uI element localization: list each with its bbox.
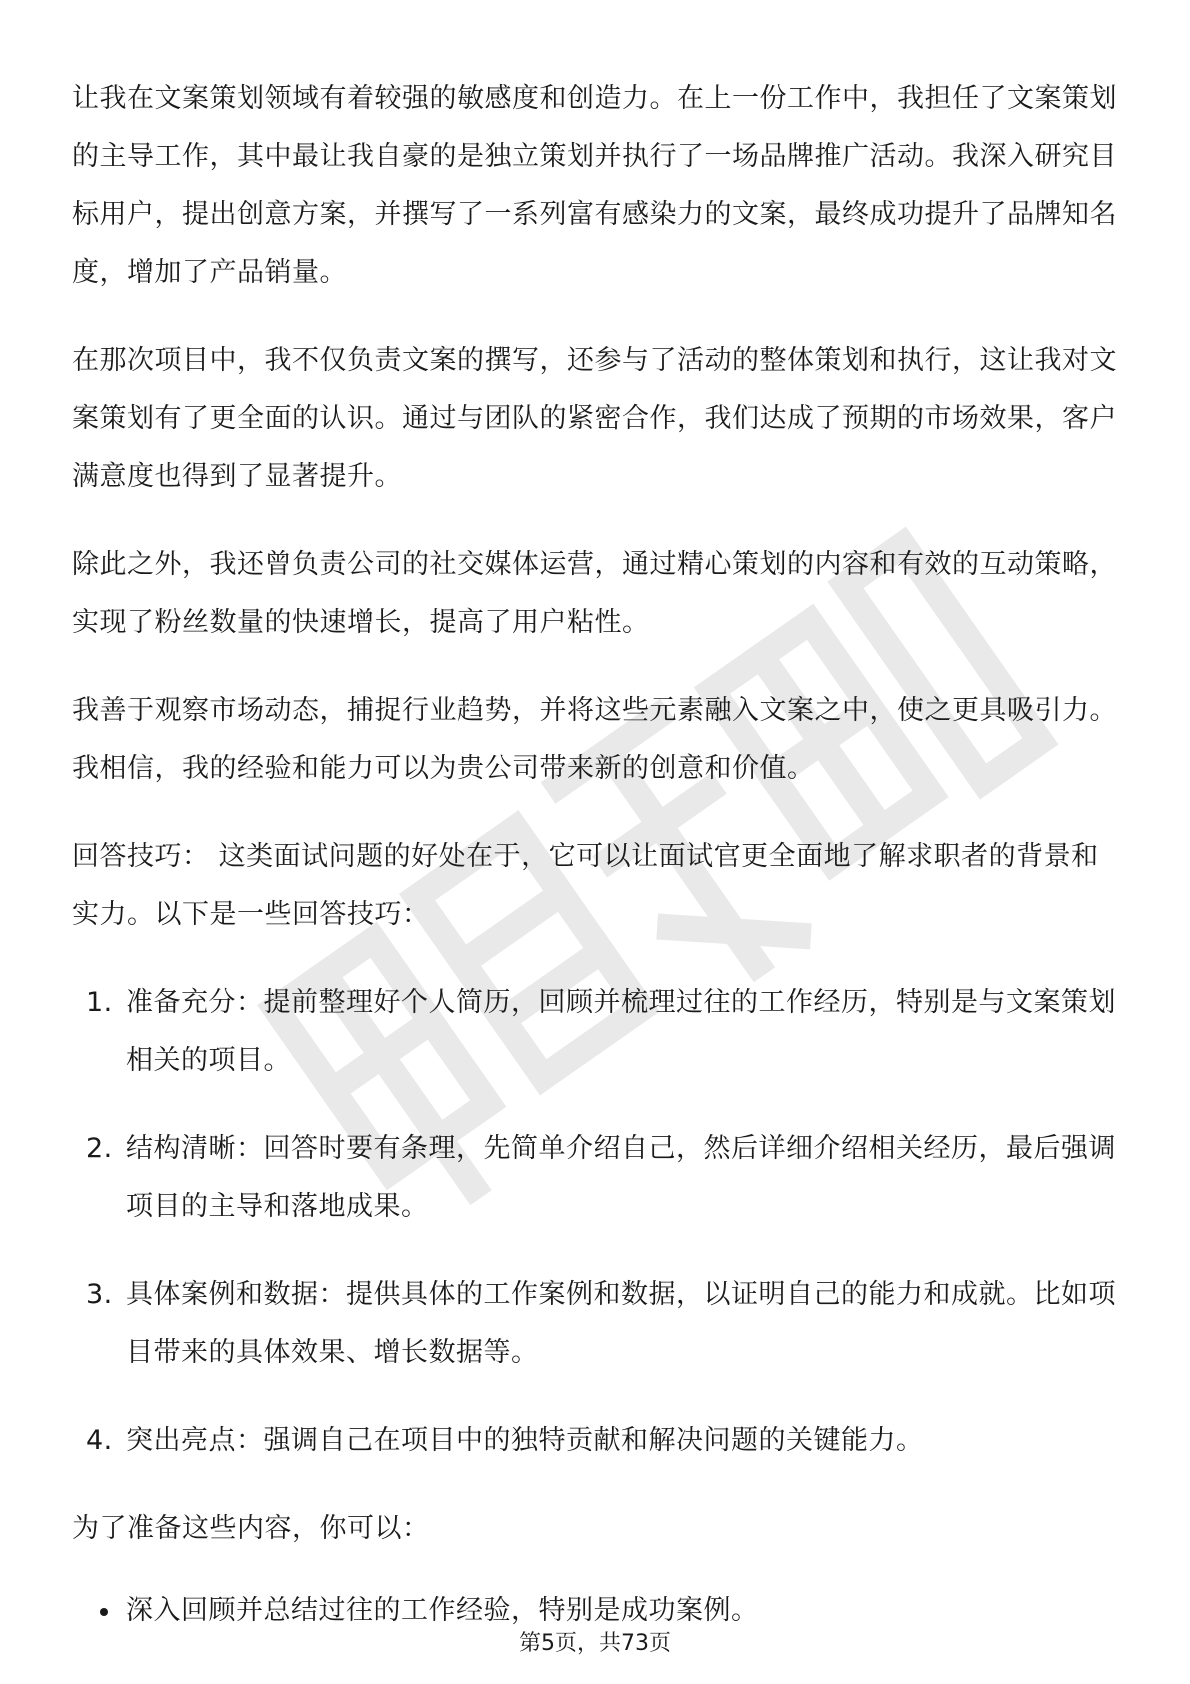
paragraph-2: 在那次项目中，我不仅负责文案的撰写，还参与了活动的整体策划和执行，这让我对文案策划有了更全面的认识。通过与团队的紧密合作，我们达成了预期的市场效果，客户满意度也得到了显著提升。 <box>72 345 1117 492</box>
list-item-text: 结构清晰：回答时要有条理，先简单介绍自己，然后详细介绍相关经历，最后强调项目的主导和落地成果。 <box>126 1133 1116 1222</box>
list-item-text: 深入回顾并总结过往的工作经验，特别是成功案例。 <box>126 1595 759 1626</box>
paragraph-4: 我善于观察市场动态，捕捉行业趋势，并将这些元素融入文案之中，使之更具吸引力。我相信，我的经验和能力可以为贵公司带来新的创意和价值。 <box>72 695 1117 784</box>
list-number: 4. <box>86 1425 113 1456</box>
answer-tips-intro: 回答技巧： 这类面试问题的好处在于，它可以让面试官更全面地了解求职者的背景和实力。以下是一些回答技巧： <box>72 841 1099 930</box>
list-item <box>72 1266 1122 1382</box>
list-item-text: 具体案例和数据：提供具体的工作案例和数据，以证明自己的能力和成就。比如项目带来的具体效果、增长数据等。 <box>126 1279 1116 1368</box>
paragraph-3: 除此之外，我还曾负责公司的社交媒体运营，通过精心策划的内容和有效的互动策略，实现了粉丝数量的快速增长，提高了用户粘性。 <box>72 549 1117 638</box>
paragraph-1: 让我在文案策划领域有着较强的敏感度和创造力。在上一份工作中，我担任了文案策划的主导工作，其中最让我自豪的是独立策划并执行了一场品牌推广活动。我深入研究目标用户，提出创意方案，并撰写了一系列富有感染力的文案，最终成功提升了品牌知名度，增加了产品销量。 <box>72 83 1117 288</box>
tips-list <box>72 974 1122 1470</box>
page-footer: 第5页，共73页 <box>519 1631 671 1656</box>
bullet-icon <box>100 1608 108 1616</box>
prep-intro: 为了准备这些内容，你可以： <box>72 1513 430 1544</box>
list-number: 2. <box>86 1133 113 1164</box>
document-body <box>72 70 1122 1640</box>
list-number: 3. <box>86 1279 113 1310</box>
list-item-text: 准备充分：提前整理好个人简历，回顾并梳理过往的工作经历，特别是与文案策划相关的项目。 <box>126 987 1116 1076</box>
list-item <box>72 1412 1122 1470</box>
list-item-text: 突出亮点：强调自己在项目中的独特贡献和解决问题的关键能力。 <box>126 1425 924 1456</box>
list-number: 1. <box>86 987 113 1018</box>
list-item <box>72 974 1122 1090</box>
list-item <box>72 1120 1122 1236</box>
